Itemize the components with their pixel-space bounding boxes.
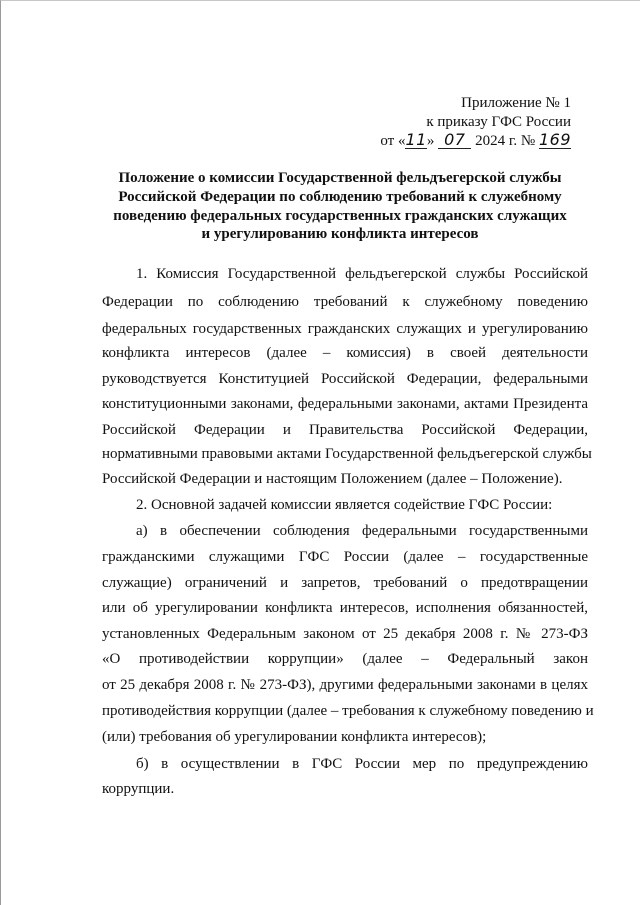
body-line: конституционными законами, федеральными законами, актами Президента [102,396,588,412]
body-line: руководствуется Конституцией Российской Федерации, федеральными [102,371,588,387]
year-and-number-label: 2024 г. № [475,133,536,149]
document-title-line-4: и урегулированию конфликта интересов [201,226,479,242]
document-title-line-2: Российской Федерации по соблюдению требований к служебному [118,189,562,205]
body-line: коррупции. [102,781,175,797]
body-line: б) в осуществлении в ГФС России мер по предупреждению [136,756,588,772]
body-line: 1. Комиссия Государственной фельдъегерской службы Российской [136,266,588,282]
document-title-line-1: Положение о комиссии Государственной фельдъегерской службы [118,170,562,186]
body-line: конфликта интересов (далее – комиссия) в своей деятельности [102,345,588,361]
appendix-title: Приложение № 1 [461,95,571,111]
handwritten-month: 07 [438,131,471,149]
body-line: гражданскими служащими ГФС России (далее – государственные [102,549,588,565]
appendix-order-ref: к приказу ГФС России [426,114,571,130]
body-line: 2. Основной задачей комиссии является содействие ГФС России: [136,497,553,513]
body-line: Федерации по соблюдению требований к служебному поведению [102,294,588,310]
body-line: (или) требования об урегулировании конфликта интересов); [102,729,487,745]
body-line: нормативными правовыми актами Государственной фельдъегерской службы [102,446,592,462]
body-line: противодействия коррупции (далее – требования к служебному поведению и [102,703,594,719]
handwritten-order-number: 169 [538,130,571,149]
appendix-date-number [0,131,571,151]
body-line: а) в обеспечении соблюдения федеральными государственными [136,523,588,539]
date-prefix: от « [380,133,406,149]
body-line: установленных Федеральным законом от 25 декабря 2008 г. № 273-ФЗ [102,626,588,642]
body-line: «О противодействии коррупции» (далее – Федеральный закон [102,651,588,667]
document-title-line-3: поведению федеральных государственных гражданских служащих [113,208,567,224]
body-line: федеральных государственных гражданских служащих и урегулированию [102,321,588,337]
body-line: от 25 декабря 2008 г. № 273-ФЗ), другими федеральными законами в целях [102,677,588,693]
body-line: служащие) ограничений и запретов, требований о предотвращении [102,575,588,591]
date-quote-close: » [426,133,435,149]
handwritten-day: 11 [405,130,427,149]
body-line: или об урегулировании конфликта интересов, исполнения обязанностей, [102,600,588,616]
body-line: Российской Федерации и Правительства Российской Федерации, [102,422,588,438]
body-line: Российской Федерации и настоящим Положением (далее – Положение). [102,471,563,487]
